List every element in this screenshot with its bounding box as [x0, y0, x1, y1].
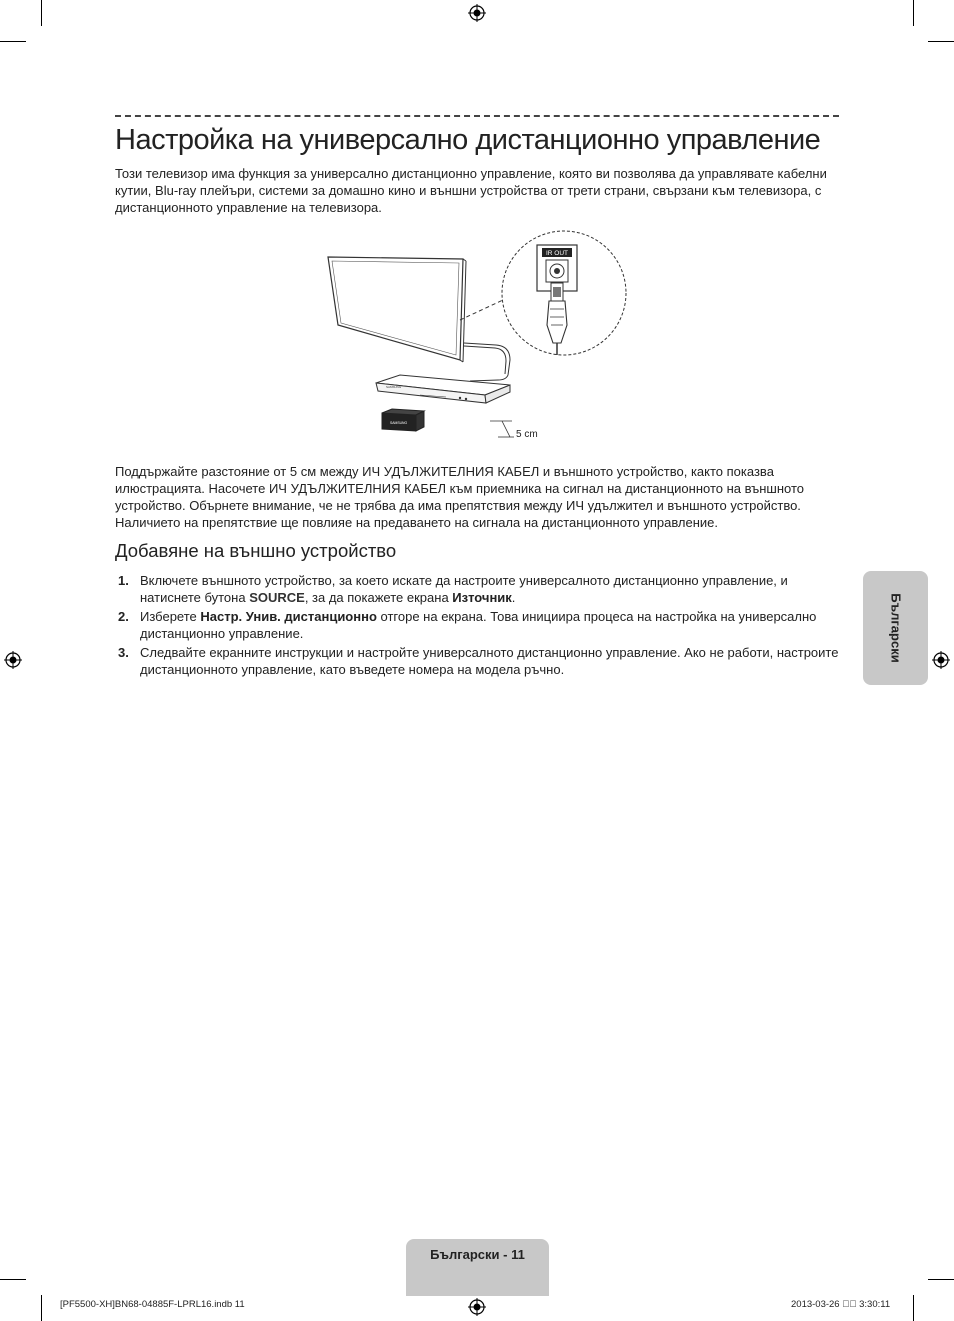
page-number-tab [406, 1239, 549, 1296]
page-title: Настройка на универсално дистанционно управление [115, 124, 821, 156]
svg-text:SAMSUNG: SAMSUNG [390, 421, 408, 425]
crop-mark-bottom-left-horizontal [0, 1279, 26, 1280]
crop-mark-top-left-vertical [41, 0, 42, 26]
connection-diagram [320, 225, 640, 450]
step-2: 2. Изберете Настр. Унив. дистанционно отгоре на екрана. Това инициира процеса на настройка на универсално дистанционно управление. [118, 609, 817, 641]
crop-mark-bottom-left-vertical [41, 1295, 42, 1321]
crop-mark-bottom-right-horizontal [928, 1279, 954, 1280]
distance-note-paragraph: Поддържайте разстояние от 5 см между ИЧ УДЪЛЖИТЕЛНИЯ КАБЕЛ и външното устройство, както показва илюстрацията. Насочете ИЧ УДЪЛЖИТЕЛНИЯ КАБЕЛ към приемника на сигнал на дистанционното на външното устройство. Обърнете внимание, че не трябва да има препятствия между ИЧ удължител и външното устройство. Наличието на препятствие ще повлияе на предаването на сигнала на дистанционното управление. [115, 464, 804, 530]
registration-mark-top-icon [468, 4, 486, 22]
language-side-tab-label: Български [888, 593, 903, 663]
section-title: Добавяне на външно устройство [115, 540, 397, 561]
step-number: 3. [118, 645, 129, 660]
page-number-label: Български - 11 [430, 1247, 525, 1262]
crop-mark-top-right-horizontal [928, 41, 954, 42]
step-number: 2. [118, 609, 129, 624]
universal-remote-setup-menu: Настр. Унив. дистанционно [200, 609, 377, 624]
source-button-name: SOURCE [249, 590, 305, 605]
step-number: 1. [118, 573, 129, 588]
distance-label: 5 cm [516, 429, 538, 440]
intro-paragraph: Този телевизор има функция за универсално дистанционно управление, която ви позволява да управлявате кабелни кутии, Blu-ray плейъри, системи за домашно кино и външни устройства от трети страни, свързани към телевизора, с дистанционното управление на телевизора. [115, 166, 827, 215]
step-3: 3. Следвайте екранните инструкции и настройте универсалното дистанционно управление. Ако не работи, настроите дистанционното управление, като въведете номера на модела ръчно. [118, 645, 839, 677]
registration-mark-bottom-icon [468, 1298, 486, 1316]
ir-blaster-illustration [382, 409, 424, 431]
footer-file-info: [PF5500-XH]BN68-04885F-LPRL16.indb 11 [60, 1299, 245, 1310]
step-1: 1. Включете външното устройство, за което искате да настроите универсалното дистанционно управление, и натиснете бутона SOURCE, за да покажете екрана Източник. [118, 573, 788, 605]
crop-mark-top-left-horizontal [0, 41, 26, 42]
title-dashed-rule [115, 115, 839, 117]
ir-out-label: IR OUT [545, 250, 569, 257]
registration-mark-right-icon [932, 651, 950, 669]
tv-illustration [328, 257, 466, 362]
crop-mark-bottom-right-vertical [913, 1295, 914, 1321]
steps-list [115, 572, 843, 680]
settop-box-illustration [376, 375, 510, 403]
language-side-tab [863, 571, 928, 685]
crop-mark-top-right-vertical [913, 0, 914, 26]
settop-brand-label: SAMSUNG [386, 385, 402, 389]
registration-mark-left-icon [4, 651, 22, 669]
footer-timestamp: 2013-03-26 ￿￿ 3:30:11 [791, 1299, 891, 1310]
source-screen-name: Източник [452, 590, 512, 605]
